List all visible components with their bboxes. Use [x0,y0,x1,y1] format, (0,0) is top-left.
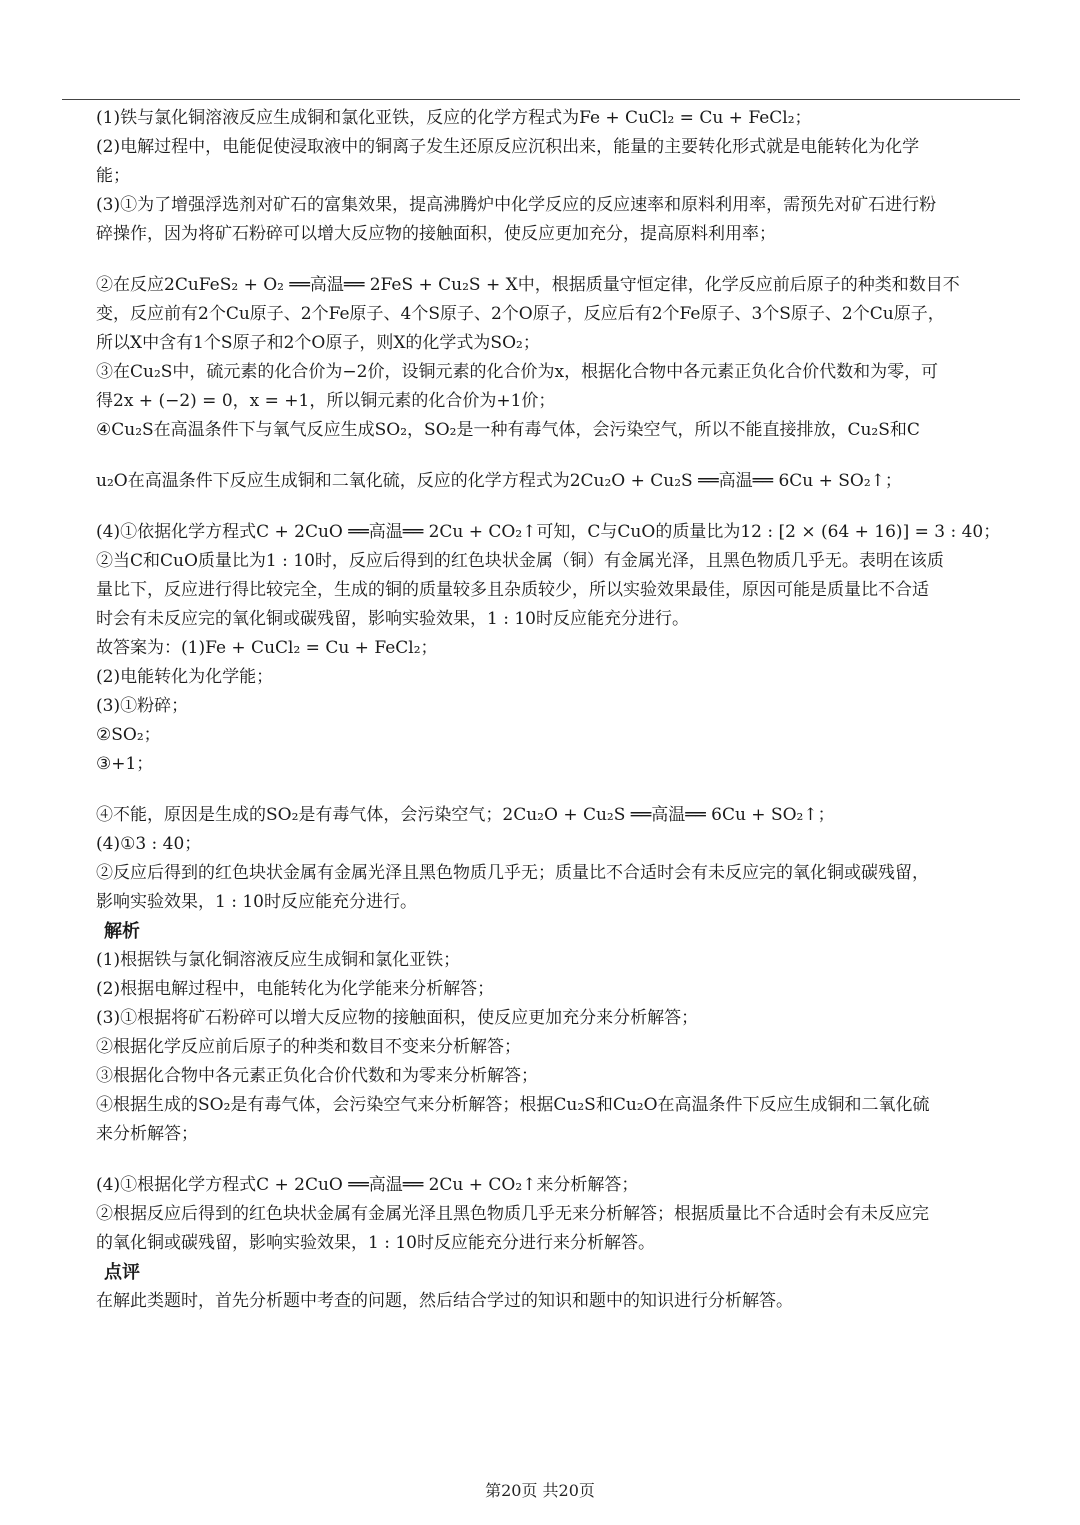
answer-line: (3)①为了增强浮选剂对矿石的富集效果，提高沸腾炉中化学反应的反应速率和原料利用率，需预先对矿石进行粉 [96,195,937,215]
answer-line: 时会有未反应完的氧化铜或碳残留，影响实验效果，1 : 10时反应能充分进行。 [96,609,689,629]
answer-line: ②当C和CuO质量比为1 : 10时，反应后得到的红色块状金属（铜）有金属光泽，且黑色物质几乎无。表明在该质 [96,551,944,571]
answer-line: 所以X中含有1个S原子和2个O原子，则X的化学式为SO₂； [96,333,540,353]
answer-line: 量比下，反应进行得比较完全，生成的铜的质量较多且杂质较少，所以实验效果最佳，原因可能是质量比不合适 [96,580,929,600]
answer-line: 影响实验效果，1 : 10时反应能充分进行。 [96,892,417,912]
analysis-line: ②根据反应后得到的红色块状金属有金属光泽且黑色物质几乎无来分析解答；根据质量比不合适时会有未反应完 [96,1204,929,1224]
analysis-line: ④根据生成的SO₂是有毒气体，会污染空气来分析解答；根据Cu₂S和Cu₂O在高温条件下反应生成铜和二氧化硫 [96,1095,930,1115]
answer-line: ③+1； [96,754,154,774]
answer-line: ④不能，原因是生成的SO₂是有毒气体，会污染空气；2Cu₂O + Cu₂S ══高温══ 6Cu + SO₂↑； [96,805,835,825]
analysis-line: 的氧化铜或碳残留，影响实验效果，1 : 10时反应能充分进行来分析解答。 [96,1233,655,1253]
analysis-line: 来分析解答； [96,1124,198,1144]
answer-line: 故答案为：(1)Fe + CuCl₂ = Cu + FeCl₂； [96,638,438,658]
answer-line: (4)①3 : 40； [96,834,202,854]
answer-line: ②SO₂； [96,725,161,745]
answer-line: (1)铁与氯化铜溶液反应生成铜和氯化亚铁，反应的化学方程式为Fe + CuCl₂ = Cu + FeCl₂； [96,108,812,128]
answer-line: (2)电能转化为化学能； [96,667,274,687]
answer-line: ②反应后得到的红色块状金属有金属光泽且黑色物质几乎无；质量比不合适时会有未反应完的氧化铜或碳残留， [96,863,929,883]
analysis-line: (3)①根据将矿石粉碎可以增大反应物的接触面积，使反应更加充分来分析解答； [96,1008,699,1028]
page-footer: 第20页 共20页 [485,1481,595,1500]
analysis-line: (4)①根据化学方程式C + 2CuO ══高温══ 2Cu + CO₂↑来分析解答； [96,1175,639,1195]
answer-line: u₂O在高温条件下反应生成铜和二氧化硫，反应的化学方程式为2Cu₂O + Cu₂S ══高温══ 6Cu + SO₂↑； [96,471,902,491]
page-content [96,104,1040,1316]
analysis-line: ②根据化学反应前后原子的种类和数目不变来分析解答； [96,1037,521,1057]
analysis-heading: 解析 [104,921,140,942]
answer-line: 变，反应前有2个Cu原子、2个Fe原子、4个S原子、2个O原子，反应后有2个Fe原子、3个S原子、2个Cu原子， [96,304,945,324]
analysis-line: ③根据化合物中各元素正负化合价代数和为零来分析解答； [96,1066,538,1086]
header-rule [62,99,1020,100]
answer-line: 得2x + (−2) = 0，x = +1，所以铜元素的化合价为+1价； [96,391,556,411]
analysis-line: (1)根据铁与氯化铜溶液反应生成铜和氯化亚铁； [96,950,461,970]
answer-line: (2)电解过程中，电能促使浸取液中的铜离子发生还原反应沉积出来，能量的主要转化形式就是电能转化为化学 [96,137,920,157]
answer-line: ④Cu₂S在高温条件下与氧气反应生成SO₂，SO₂是一种有毒气体，会污染空气，所以不能直接排放，Cu₂S和C [96,420,920,440]
answer-line: (4)①依据化学方程式C + 2CuO ══高温══ 2Cu + CO₂↑可知，C与CuO的质量比为12 : [2 × (64 + 16)] = 3 : 40； [96,522,1001,542]
answer-line: (3)①粉碎； [96,696,189,716]
analysis-line: (2)根据电解过程中，电能转化为化学能来分析解答； [96,979,495,999]
answer-line: ③在Cu₂S中，硫元素的化合价为−2价，设铜元素的化合价为x，根据化合物中各元素正负化合价代数和为零，可 [96,362,939,382]
answer-line: 碎操作，因为将矿石粉碎可以增大反应物的接触面积，使反应更加充分，提高原料利用率； [96,224,776,244]
answer-line: 能； [96,166,130,186]
comment-text: 在解此类题时，首先分析题中考查的问题，然后结合学过的知识和题中的知识进行分析解答。 [96,1291,793,1311]
comment-heading: 点评 [104,1262,140,1283]
answer-line: ②在反应2CuFeS₂ + O₂ ══高温══ 2FeS + Cu₂S + X中，根据质量守恒定律，化学反应前后原子的种类和数目不 [96,275,960,295]
